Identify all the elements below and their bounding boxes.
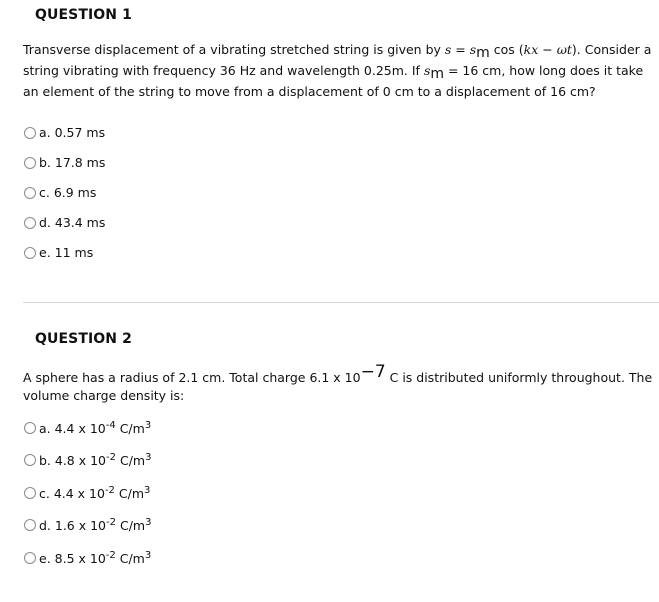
q2-option-d[interactable]: d. 1.6 x $10^{-2}$ $C/m^3$ (24, 517, 151, 533)
question-divider (23, 302, 659, 303)
q2-option-e[interactable]: e. 8.5 x $10^{-2}$ $C/m^3$ (24, 550, 151, 566)
radio-button[interactable] (24, 519, 36, 531)
q1-option-a[interactable]: a. 0.57 ms (24, 125, 105, 140)
question-1-title: QUESTION 1 (35, 7, 132, 23)
radio-button[interactable] (24, 157, 36, 169)
q1-option-b[interactable]: b. 17.8 ms (24, 155, 105, 170)
radio-button[interactable] (24, 454, 36, 466)
question-1-text: Transverse displacement of a vibrating stretched string is given by $s = s_m$ cos (kx − ωt). Consider a string vibrating with frequency 36 Hz and wavelength 0.25m. If $s_m = 16$ cm, how long does it take an element of the string to move from a displacement of 0 cm to a displacement of 16 cm? (23, 42, 652, 99)
q1-option-e[interactable]: e. 11 ms (24, 245, 93, 260)
question-2-text: A sphere has a radius of 2.1 cm. Total charge 6.1 x $10^{-7}$ C is distributed uniformly throughout. The volume charge density is: (23, 362, 653, 403)
q1-option-c[interactable]: c. 6.9 ms (24, 185, 96, 200)
question-2-title: QUESTION 2 (35, 331, 132, 347)
q2-option-c[interactable]: c. 4.4 x $10^{-2}$ $C/m^3$ (24, 485, 150, 501)
q2-option-a[interactable]: a. 4.4 x $10^{-4}$ $C/m^3$ (24, 420, 151, 436)
q2-option-b[interactable]: b. 4.8 x $10^{-2}$ $C/m^3$ (24, 452, 151, 468)
radio-button[interactable] (24, 422, 36, 434)
radio-button[interactable] (24, 127, 36, 139)
radio-button[interactable] (24, 247, 36, 259)
q1-option-d[interactable]: d. 43.4 ms (24, 215, 105, 230)
radio-button[interactable] (24, 217, 36, 229)
radio-button[interactable] (24, 552, 36, 564)
radio-button[interactable] (24, 487, 36, 499)
radio-button[interactable] (24, 187, 36, 199)
